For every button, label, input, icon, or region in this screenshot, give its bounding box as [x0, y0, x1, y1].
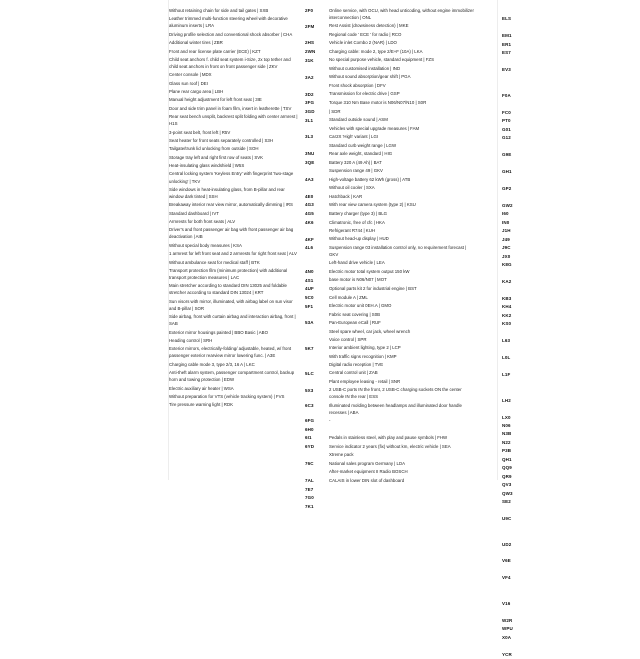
equipment-description — [329, 485, 476, 490]
equipment-description: Tire pressure warning light | RDK — [169, 401, 298, 408]
equipment-code: 3GD — [305, 108, 329, 115]
code-description-row — [305, 176, 476, 183]
equipment-description: Hatchback | KAR — [329, 193, 476, 200]
code-description-row — [305, 485, 476, 492]
equipment-code: U9C — [502, 515, 511, 522]
equipment-code: 4S1 — [305, 276, 329, 283]
equipment-description: Pedals in stainless steel, with play and pause symbols | FHW — [329, 434, 476, 441]
equipment-description: 1 armrest for left front seat and 2 armrests for right front seat | ALV — [169, 250, 298, 257]
code-description-row — [305, 82, 476, 89]
equipment-description: Xtreme pack — [329, 451, 476, 458]
equipment-description: Central locking system 'Keyless Entry' with fingerprint 'two-stage unlocking' | TKV — [169, 170, 298, 184]
code-description-row — [305, 193, 476, 200]
code-columns — [0, 7, 640, 480]
equipment-code: 76C — [305, 460, 329, 467]
equipment-description — [329, 494, 476, 499]
equipment-code: ELS — [502, 15, 511, 22]
equipment-description: Main stretcher according to standard DIN 13025 and foldable stretcher according to standard DIN 13024 | KRT — [169, 282, 298, 296]
code-description-column — [304, 7, 476, 511]
equipment-description: Charging cable mode 3, type 2/3, 16 A | LKC — [169, 361, 298, 368]
equipment-description: Left-hand drive vehicle | LEA — [329, 259, 476, 266]
equipment-description: Without oil cooler | SXA — [329, 184, 476, 191]
equipment-code: WPU — [502, 625, 513, 632]
equipment-description: Cell module A | ZML — [329, 294, 476, 301]
code-description-row — [305, 39, 476, 46]
equipment-description: | SDR — [329, 108, 476, 115]
equipment-description: Standard dashboard | IVT — [169, 210, 298, 217]
code-description-row — [305, 235, 476, 242]
code-description-row — [305, 259, 476, 266]
equipment-description: Manual height adjustment for left front seat | 3IE — [169, 96, 298, 103]
equipment-code: 6I1 — [305, 434, 329, 441]
equipment-description: Refrigerant R744 | KUH — [329, 227, 476, 234]
equipment-code: V6E — [502, 557, 511, 564]
equipment-description: Optional parts kit 2 for industrial engine | BST — [329, 285, 476, 292]
equipment-description: 3-point seat belt, front left | R5V — [169, 129, 298, 136]
equipment-code: 4G3 — [305, 201, 329, 208]
equipment-code: L63 — [502, 337, 510, 344]
equipment-code: 7K1 — [305, 503, 329, 510]
equipment-description: High-voltage battery 62 kWh (gross) | ATB — [329, 176, 476, 183]
code-description-row — [305, 133, 476, 140]
equipment-description: Sun visors with mirror, illuminated, with airbag label on sun visor and B-pillar | SOR — [169, 298, 298, 312]
equipment-description — [329, 425, 476, 430]
equipment-description: Suspension range 03 installation control only, no requirement forecast | GKV — [329, 244, 476, 258]
code-description-row — [305, 378, 476, 385]
equipment-description: Suspension range 49 | GKV — [329, 167, 476, 174]
code-description-row — [305, 56, 476, 63]
equipment-code: KA2 — [502, 278, 511, 285]
equipment-code: YCR — [502, 651, 512, 658]
equipment-description: Car2X 'High' variant | LGI — [329, 133, 476, 140]
equipment-description: Anti-theft alarm system, passenger compartment control, backup horn and towing protection | EDW — [169, 369, 298, 383]
equipment-description: Driver's and front passenger air bag with front passenger air bag deactivation | AIB — [169, 226, 298, 240]
equipment-code: G9E — [502, 151, 511, 158]
code-description-row — [305, 361, 476, 368]
equipment-code: QH1 — [502, 456, 512, 463]
equipment-description: Battery 320 A (49 Ah) | BAT — [329, 159, 476, 166]
equipment-description: Without preparation for VTS (vehicle tracking system) | FVS — [169, 393, 298, 400]
column-divider-left — [168, 0, 169, 480]
equipment-description: Transport protection film (minimum protection) with additional transport protection measures | LAC — [169, 267, 298, 281]
equipment-code: QR9 — [502, 473, 512, 480]
equipment-code: EM1 — [502, 32, 512, 39]
equipment-description: Pan-European eCall | RUF — [329, 319, 476, 326]
equipment-description: Standard outside sound | ASM — [329, 116, 476, 123]
code-description-row — [305, 90, 476, 97]
equipment-description: Heat-insulating glass windshield | W5S — [169, 162, 298, 169]
equipment-description: Exterior mirrors, electrically-folding/ adjustable, heated, w/ front passenger exterior rearview mirror lowering func. | A3E — [169, 345, 298, 359]
equipment-description: Voice control | SPR — [329, 336, 476, 343]
equipment-code: GH1 — [502, 168, 512, 175]
equipment-description: Additional winter tires | ZBR — [169, 39, 298, 46]
equipment-description: base motor is N06/N07 | MOT — [329, 276, 476, 283]
equipment-code: N22 — [502, 439, 511, 446]
equipment-description: Rest Assist (drowsiness detection) | MKE — [329, 22, 476, 29]
equipment-description: Glass sun roof | DEI — [169, 80, 298, 87]
code-description-row — [305, 99, 476, 106]
equipment-description: Without special body measures | KSA — [169, 242, 298, 249]
equipment-code: GP2 — [502, 185, 511, 192]
equipment-description: Storage tray left and right first row of seats | SVK — [169, 154, 298, 161]
equipment-description: Without ambulance seat for medical staff | BTK — [169, 259, 298, 266]
equipment-code: 4UF — [305, 285, 329, 292]
equipment-code: 2WN — [305, 48, 329, 55]
equipment-code: 4N0 — [305, 268, 329, 275]
code-description-row — [305, 319, 476, 326]
code-description-row — [305, 353, 476, 360]
equipment-description: Rear seat bench unsplit, backrest split folding with center armrest | H1S — [169, 113, 298, 127]
equipment-code: 6FG — [305, 417, 329, 424]
equipment-description: Regional code ' ECE ' for radio | RCO — [329, 31, 476, 38]
equipment-code: 53A — [305, 319, 329, 326]
equipment-code: N3B — [502, 430, 511, 437]
code-description-row — [305, 167, 476, 174]
code-description-row — [305, 7, 476, 21]
equipment-code: 2HS — [305, 39, 329, 46]
equipment-code: KK2 — [502, 312, 511, 319]
code-description-row — [305, 159, 476, 166]
equipment-code: JX0 — [502, 253, 510, 260]
equipment-code: J1H — [502, 227, 511, 234]
code-description-row — [305, 425, 476, 432]
equipment-code: KH4 — [502, 303, 511, 310]
equipment-description: Center console | MDX — [169, 71, 298, 78]
equipment-description: Heading control | SRH — [169, 337, 298, 344]
equipment-code: ER1 — [502, 41, 511, 48]
equipment-description: Electric motor total system output 150 kW — [329, 268, 476, 275]
equipment-code: PT0 — [502, 117, 511, 124]
equipment-description: Without head-up display | HUD — [329, 235, 476, 242]
equipment-code: GW2 — [502, 202, 513, 209]
code-description-row — [305, 336, 476, 343]
equipment-code: FC0 — [502, 109, 511, 116]
column-divider-right — [497, 0, 498, 480]
code-description-row — [305, 311, 476, 318]
equipment-code: 4K6 — [305, 219, 329, 226]
equipment-description: Breakaway interior rear view mirror, automatically dimming | IRS — [169, 201, 298, 208]
code-description-row — [305, 276, 476, 283]
equipment-description: Door and side trim panel in foam film, insert in leatherette | TSV — [169, 105, 298, 112]
equipment-description: Child seat anchors f. child seat system i-Size, 2x top tether and child seat anchors in front on front passenger side | ZKV — [169, 56, 298, 70]
equipment-description: Front and rear license plate carrier (ECE) | KZT — [169, 48, 298, 55]
equipment-description — [329, 503, 476, 508]
equipment-code: 31K — [305, 56, 329, 63]
code-description-row — [305, 294, 476, 301]
code-description-row — [305, 65, 476, 72]
code-description-row — [305, 201, 476, 208]
equipment-code: 2FM — [305, 22, 329, 29]
code-description-row — [305, 244, 476, 258]
equipment-description: Central control unit | ZAB — [329, 369, 476, 376]
equipment-code: 3L3 — [305, 133, 329, 140]
equipment-code: 5K7 — [305, 344, 329, 351]
equipment-description: Tailgate/trunk lid unlocking from outside | SOH — [169, 145, 298, 152]
equipment-code: 3NU — [305, 150, 329, 157]
equipment-code: 3L1 — [305, 116, 329, 123]
equipment-description: Electric motor unit 0EH.A | GMO — [329, 302, 476, 309]
equipment-code: 3D2 — [305, 90, 329, 97]
equipment-description: Driving profile selection and conventional shock absorber | CHA — [169, 31, 298, 38]
equipment-code: UD2 — [502, 541, 511, 548]
equipment-description: With traffic signs recognition | KMP — [329, 353, 476, 360]
equipment-code: IN0 — [502, 219, 509, 226]
equipment-description: Rear axle weight, standard | HIG — [329, 150, 476, 157]
equipment-description: Without retaining chain for side and tail gates | SXB — [169, 7, 298, 14]
equipment-description: 2 USB-C ports IN the front, 2 USB-C charging sockets ON the center console IN the rear | ESS — [329, 386, 476, 400]
equipment-description: Front shock absorption | DFV — [329, 82, 476, 89]
equipment-description: Exterior mirror housings painted | BBO Basic | ABO — [169, 329, 298, 336]
equipment-description: Standard curb weight range | LGW — [329, 142, 476, 149]
equipment-code: 3QE — [305, 159, 329, 166]
code-description-row — [305, 477, 476, 484]
equipment-code: I60 — [502, 210, 509, 217]
equipment-code: 4KF — [305, 235, 329, 242]
equipment-code: ES7 — [502, 49, 511, 56]
equipment-description: Without sound absorption/gear shift | PGA — [329, 73, 476, 80]
code-description-row — [305, 460, 476, 467]
equipment-code: 7AL — [305, 477, 329, 484]
code-description-row — [305, 302, 476, 309]
equipment-code: F0A — [502, 92, 511, 99]
equipment-code: L1F — [502, 371, 510, 378]
code-description-row — [305, 116, 476, 123]
equipment-description: Side windows in heat-insulating glass, from B-pillar and rear window dark tinted | SSH — [169, 186, 298, 200]
equipment-code: LH2 — [502, 397, 511, 404]
equipment-code: L0L — [502, 354, 510, 361]
equipment-code: J49 — [502, 236, 510, 243]
equipment-description: National sales program Germany | LDA — [329, 460, 476, 467]
equipment-code: 4G5 — [305, 210, 329, 217]
code-description-row — [305, 219, 476, 226]
equipment-description: Side airbag, front with curtain airbag and interaction airbag, front | SAB — [169, 313, 298, 327]
equipment-code: QW3 — [502, 490, 513, 497]
code-description-row — [305, 285, 476, 292]
equipment-description: Climatronic, free of cfc | HKA — [329, 219, 476, 226]
equipment-code: 4A3 — [305, 176, 329, 183]
equipment-description: Torque 310 Nm Base motor is N06/N07/N10 | S0R — [329, 99, 476, 106]
equipment-code: QV3 — [502, 481, 511, 488]
equipment-code: 2F0 — [305, 7, 329, 14]
equipment-code: 5LC — [305, 369, 329, 376]
equipment-code: EV3 — [502, 66, 511, 73]
code-description-row — [305, 451, 476, 458]
equipment-code: 7G0 — [305, 494, 329, 501]
equipment-description: Vehicles with special upgrade measures | FAM — [329, 125, 476, 132]
code-description-row — [305, 210, 476, 217]
equipment-description: Online service, with OCU, with head unticoding, without engine immobilizer interconnection | ONL — [329, 7, 476, 21]
code-description-row — [305, 150, 476, 157]
equipment-description: Steel spare wheel, car jack, wheel wrench — [329, 328, 476, 335]
equipment-description: Seat heater for front seats separately controlled | S3H — [169, 137, 298, 144]
equipment-code: 6H0 — [305, 425, 329, 432]
code-description-row — [305, 184, 476, 191]
equipment-code: 6YD — [305, 443, 329, 450]
equipment-code: KB3 — [502, 295, 511, 302]
equipment-description: Illuminated molding between headlamps and illuminated door handle recesses | ABA — [329, 402, 476, 416]
equipment-description: Plane rear cargo area | LBH — [169, 88, 298, 95]
code-description-row — [305, 503, 476, 510]
equipment-description: No special purpose vehicle, standard equipment | FZS — [329, 56, 476, 63]
equipment-description: Without customised installation | IND — [329, 65, 476, 72]
equipment-code: LX0 — [502, 414, 511, 421]
equipment-description: Digital radio reception | TVE — [329, 361, 476, 368]
equipment-code: X0A — [502, 634, 511, 641]
equipment-code: 4L6 — [305, 244, 329, 251]
code-description-row — [305, 369, 476, 376]
equipment-code: KS0 — [502, 320, 511, 327]
equipment-description: Transmission for electric drive | GSP — [329, 90, 476, 97]
equipment-code: P3B — [502, 447, 511, 454]
code-description-row — [305, 227, 476, 234]
equipment-code: J9C — [502, 244, 511, 251]
code-description-row — [305, 417, 476, 424]
code-description-row — [305, 468, 476, 475]
code-description-row — [305, 328, 476, 335]
equipment-code: 7E7 — [305, 485, 329, 492]
equipment-code: N06 — [502, 422, 511, 429]
equipment-code: 5C0 — [305, 294, 329, 301]
equipment-code: QQ9 — [502, 464, 512, 471]
equipment-description: After-market equipment II Radio BOSCH — [329, 468, 476, 475]
equipment-description: - — [329, 417, 476, 424]
equipment-description: Charging cable: mode 2, type 2/E+F (10A) | LKA — [329, 48, 476, 55]
equipment-code: G01 — [502, 126, 511, 133]
code-description-row — [305, 125, 476, 132]
code-description-row — [305, 268, 476, 275]
equipment-description: Leather trimmed multi-function steering wheel with decorative aluminum inserts | LRA — [169, 15, 298, 29]
equipment-description: CALAIS in lower DIN slot of dashboard — [329, 477, 476, 484]
equipment-code: 6C3 — [305, 402, 329, 409]
code-description-row — [305, 434, 476, 441]
equipment-code: VF4 — [502, 574, 511, 581]
equipment-code: G12 — [502, 134, 511, 141]
equipment-description: Service indicator 2 years (fix) without km, electric vehicle | SEA — [329, 443, 476, 450]
code-description-row — [305, 443, 476, 450]
code-description-row — [305, 22, 476, 29]
code-description-row — [305, 494, 476, 501]
equipment-description: Fabric seat covering | S0B — [329, 311, 476, 318]
equipment-description: Electric auxiliary air heater | WSA — [169, 385, 298, 392]
equipment-description: With rear view camera system (type 2) | KSU — [329, 201, 476, 208]
code-description-row — [305, 31, 476, 38]
equipment-description: Interior ambient lighting, type 2 | LCP — [329, 344, 476, 351]
equipment-code: 5F1 — [305, 302, 329, 309]
equipment-description: Battery charger (type 3) | BLG — [329, 210, 476, 217]
code-description-row — [305, 48, 476, 55]
equipment-code: SE2 — [502, 498, 511, 505]
code-description-row — [305, 386, 476, 400]
equipment-code: 3A2 — [305, 73, 329, 80]
equipment-description: Plant employee leasing - retail | SNR — [329, 378, 476, 385]
code-description-row — [305, 344, 476, 351]
equipment-code: W2R — [502, 617, 512, 624]
equipment-code: V16 — [502, 600, 510, 607]
code-description-row — [305, 402, 476, 416]
code-description-row — [305, 73, 476, 80]
code-description-row — [305, 142, 476, 149]
description-column — [169, 7, 304, 410]
equipment-code: 3FG — [305, 99, 329, 106]
code-column — [490, 7, 546, 659]
equipment-code: 5X3 — [305, 386, 329, 393]
equipment-description: Vehicle inlet Combo 2 (NAR) | LDO — [329, 39, 476, 46]
equipment-code: 4E0 — [305, 193, 329, 200]
code-description-row — [305, 108, 476, 115]
equipment-code: K8G — [502, 261, 512, 268]
equipment-description: Armrests for both front seats | ALV — [169, 218, 298, 225]
